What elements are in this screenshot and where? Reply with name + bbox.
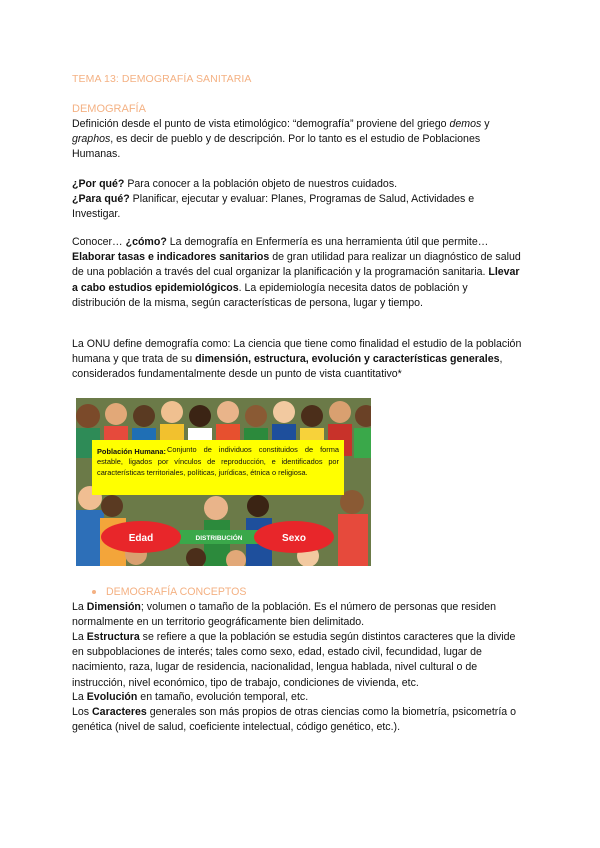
definition-label: Población Humana: (97, 447, 166, 456)
question-why: ¿Por qué? (72, 178, 125, 190)
concepts-heading (92, 586, 247, 598)
definition-body-text: Conjunto de individuos constituidos de forma estable, ligados por vínculos de reproducción, e identificados por características territoriales, políticas, jurídicas, étnica o religiosa. (97, 445, 339, 477)
paragraph-evolution (72, 690, 522, 705)
text-run: ; volumen o tamaño de la población. Es el número de personas que residen normalmente en un territorio geográficamente bien delimitado. (72, 601, 497, 629)
text-run: en tamaño, evolución temporal, etc. (137, 691, 309, 703)
text-run: La ONU define demografía como: La ciencia que tiene como finalidad el estudio de la población humana y que trata de su (72, 338, 522, 366)
concepts-heading-text: DEMOGRAFÍA CONCEPTOS (106, 586, 247, 598)
text-run-bold: Estructura (86, 631, 140, 643)
text-run: generales son más propios de otras ciencias como la biometría, psicometría o genética (nivel de salud, coeficiente intelectual, código genético, etc.). (72, 706, 517, 734)
text-run: Conocer… (72, 236, 126, 248)
text-run: La (72, 631, 87, 643)
distribution-label: DISTRIBUCIÓN (195, 535, 243, 542)
answer-what-for: Planificar, ejecutar y evaluar: Planes, Programas de Salud, Actividades e Investigar. (72, 193, 475, 221)
text-run: La (72, 691, 87, 703)
paragraph-how (72, 235, 522, 311)
sex-label: Sexo (282, 533, 306, 544)
definition-body (94, 444, 342, 494)
text-run-bold: Evolución (86, 691, 138, 703)
text-run: y (481, 118, 490, 130)
paragraph-characters (72, 705, 522, 735)
population-figure (76, 398, 371, 566)
text-run: , es decir de pueblo y de descripción. Por lo tanto es el estudio de Poblaciones Humanas. (72, 133, 481, 161)
text-run-bold: Caracteres (92, 706, 147, 718)
text-run-italic: demos (449, 118, 482, 130)
text-run-bold: dimensión, estructura, evolución y características generales (195, 353, 500, 366)
text-run-bold: Dimensión (86, 601, 141, 613)
paragraph-onu (72, 337, 522, 383)
question-what-for: ¿Para qué? (72, 193, 130, 206)
crowd-illustration (76, 398, 371, 566)
text-run: . La epidemiología necesita datos de población y distribución de la misma, según características de persona, lugar y tiempo. (72, 281, 468, 309)
age-label: Edad (128, 533, 154, 544)
paragraph-dimension (72, 600, 522, 630)
text-run: , considerados fundamentalmente desde un punto de vista cuantitativo* (72, 353, 503, 381)
text-run: Los (72, 706, 93, 718)
text-run-italic: graphos (72, 133, 111, 146)
text-run: de gran utilidad para realizar un diagnóstico de salud de una población a través del cual organizar la planificación y la programación sanitaria. (72, 251, 521, 279)
answer-why: Para conocer a la población objeto de nuestros cuidados. (124, 178, 398, 190)
document-title: TEMA 13: DEMOGRAFÍA SANITARIA (72, 73, 252, 85)
text-run: La demografía en Enfermería es una herramienta útil que permite… (166, 236, 489, 248)
paragraph-why (72, 177, 522, 223)
text-run-bold: ¿cómo? (125, 236, 167, 248)
text-run-bold: Llevar a cabo estudios epidemiológicos (72, 266, 520, 294)
paragraph-structure (72, 630, 522, 691)
text-run-bold: Elaborar tasas e indicadores sanitarios (72, 251, 270, 264)
section-heading-demografia: DEMOGRAFÍA (72, 103, 146, 115)
bullet-icon (92, 590, 96, 594)
text-run: La (72, 601, 87, 613)
text-run: Definición desde el punto de vista etimológico: “demografía” proviene del griego (72, 118, 450, 130)
text-run: se refiere a que la población se estudia según distintos caracteres que la divide en subpoblaciones de interés; tales como sexo, edad, estado civil, fecundidad, lugar de nacimiento, raza, lugar de residencia, nacionalidad, lengua hablada, nivel cultural o de instrucción, nivel económico, tipo de trabajo, condiciones de vivienda, etc. (72, 631, 516, 689)
paragraph-definition (72, 117, 522, 163)
